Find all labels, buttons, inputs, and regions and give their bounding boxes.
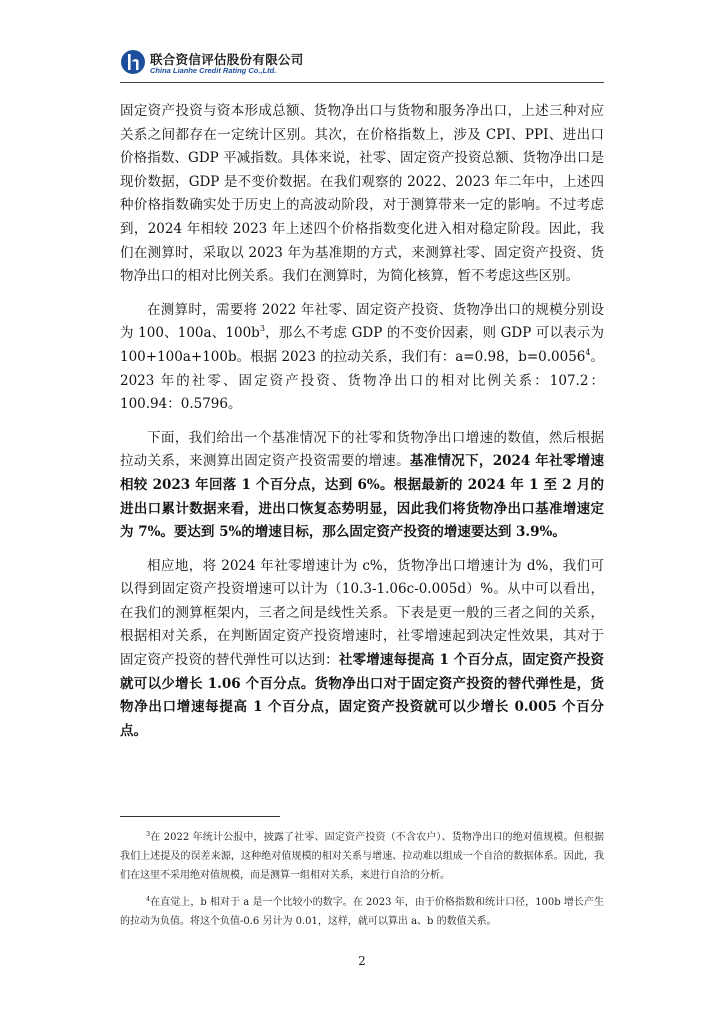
page-header [120, 44, 604, 80]
footnote-ref-4[interactable]: 4 [585, 347, 591, 357]
footnote-4: $^4$在直觉上，b 相对于 a 是一个比较小的数字。在 2023 年，由于价格指数和统计口径，100b 增长产生的拉动为负值。将这个负值-0.6 另计为 0.01，这样，就可以算出 a、b 的数值关系。 [120, 895, 604, 927]
paragraph-baseline-scenario: 下面，我们给出一个基准情况下的社零和货物净出口增速的数值，然后根据拉动关系，来测算出固定资产投资需要的增速。基准情况下，2024 年社零增速相较 2023 年回落 1 个百分点，达到 6%。根据最新的 2024 年 1 至 2 月的进出口累计数据来看，进出口恢复态势明显，因此我们将货物净出口基准增速定为 7%。要达到 5%的增速目标，那么固定资产投资的增速要达到 3.9%。 [120, 429, 605, 541]
company-name-cn: 联合资信评估股份有限公司 [150, 52, 304, 67]
paragraph-price-index: 固定资产投资与资本形成总额、货物净出口与货物和服务净出口，上述三种对应关系之间都存在一定统计区别。其次，在价格指数上，涉及 CPI、PPI、进出口价格指数、GDP 平减指数。具体来说，社零、固定资产投资总额、货物净出口是现价数据，GDP 是不变价数据。在我们观察的 2022、2023 年二年中，上述四种价格指数确实处于历史上的高波动阶段，对于测算带来一定的影响。不过考虑到，2024 年相较 2023 年上述四个价格指数变化进入相对稳定阶段。因此，我们在测算时，采取以 2023 年为基准期的方式，来测算社零、固定资产投资、货物净出口的相对比例关系。我们在测算时，为简化核算，暂不考虑这些区别。 [120, 103, 604, 285]
baseline-conclusion: 基准情况下，2024 年社零增速相较 2023 年回落 1 个百分点，达到 6%。根据最新的 2024 年 1 至 2 月的进出口累计数据来看，进出口恢复态势明显，因此我们将货物净出口基准增速定为 7%。要达到 5%的增速目标，那么固定资产投资的增速要达到 3.9%。 [120, 453, 605, 541]
footnotes [120, 828, 604, 931]
elasticity-conclusion: 社零增速每提高 1 个百分点，固定资产投资就可以少增长 1.06 个百分点。货物净出口对于固定资产投资的替代弹性是，货物净出口增速每提高 1 个百分点，固定资产投资就可以少增长 0.005 个百分点。 [120, 652, 605, 739]
footnote-divider [120, 816, 280, 817]
company-name-en: China Lianhe Credit Rating Co.,Ltd. [150, 66, 277, 75]
header-divider [120, 82, 604, 83]
paragraph-calculation-setup: 在测算时，需要将 2022 年社零、固定资产投资、货物净出口的规模分别设为 100、100a、$100b^3$，那么不考虑 GDP 的不变价因素，则 GDP 可以表示为 100+100a+100b。根据 2023 的拉动关系，我们有：a=0.98，$b=0.0056^4$。2023 年的社零、固定资产投资、货物净出口的相对比例关系：107.2：100.94：0.5796。 [120, 301, 604, 413]
footnote-ref-3[interactable]: 3 [259, 324, 265, 334]
lianhe-logo-icon [120, 49, 146, 75]
footnote-3: $^3$在 2022 年统计公报中，披露了社零、固定资产投资（不含农户）、货物净出口的绝对值规模。但根据我们上述提及的误差来源，这种绝对值规模的相对关系与增速、拉动难以组成一个自洽的数据体系。因此，我们在这里不采用绝对值规模，而是测算一组相对关系，来进行自洽的分析。 [120, 830, 604, 881]
body-text [120, 100, 604, 743]
paragraph-substitution-elasticity: 相应地，将 2024 年社零增速计为 c%，货物净出口增速计为 d%，我们可以得到固定资产投资增速可以计为（10.3-1.06c-0.005d）%。从中可以看出，在我们的测算框架内，三者之间是线性关系。下表是更一般的三者之间的关系，根据相对关系，在判断固定资产投资增速时，社零增速起到决定性效果，其对于固定资产投资的替代弹性可以达到：社零增速每提高 1 个百分点，固定资产投资就可以少增长 1.06 个百分点。货物净出口对于固定资产投资的替代弹性是，货物净出口增速每提高 1 个百分点，固定资产投资就可以少增长 0.005 个百分点。 [120, 557, 605, 739]
page-number: 2 [358, 954, 366, 968]
